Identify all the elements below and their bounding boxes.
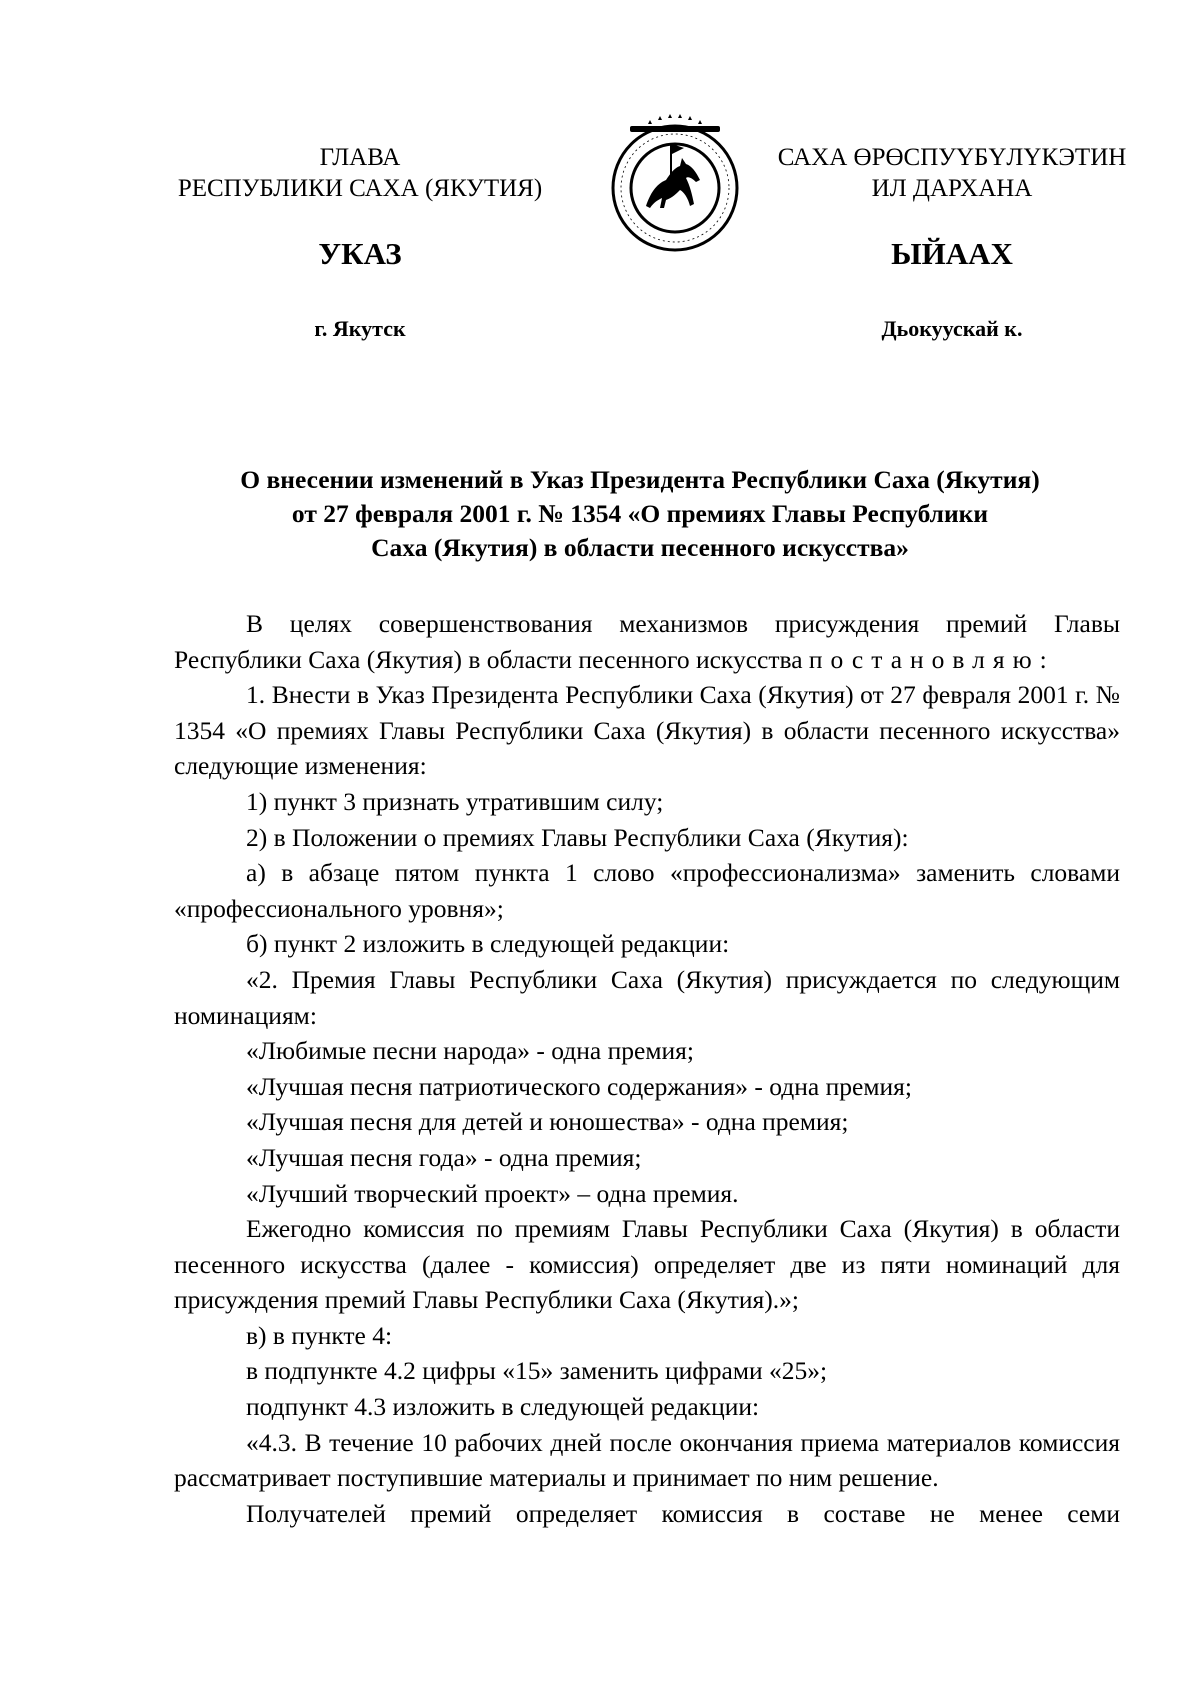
header-left-line2: РЕСПУБЛИКИ САХА (ЯКУТИЯ) [177,175,543,202]
coat-of-arms-icon [600,108,750,258]
city-right: Дьокуускай к. [881,316,1023,341]
paragraph-13: в) в пункте 4: [246,1320,393,1350]
header-right-line1: САХА ӨРӨСПУҮБҮЛҮКЭТИН [777,144,1127,171]
paragraph-7: «Любимые песни народа» - одна премия; [246,1036,694,1066]
paragraph-17: Получателей премий определяет комиссия в составе не менее семи [246,1498,1120,1528]
paragraph-15: подпункт 4.3 изложить в следующей редакции: [246,1392,760,1422]
header-right-line2: ИЛ ДАРХАНА [871,175,1033,202]
paragraph-4: а) в абзаце пятом пункта 1 слово «профессионализма» заменить словами «профессионального уровня»; [174,858,1120,923]
title-line3: Саха (Якутия) в области песенного искусства» [371,533,909,562]
header-left [160,142,560,204]
paragraph-8: «Лучшая песня патриотического содержания» - одна премия; [246,1071,912,1101]
paragraph-14: в подпункте 4.2 цифры «15» заменить цифрами «25»; [246,1356,828,1386]
paragraph-6: «2. Премия Главы Республики Саха (Якутия) присуждается по следующим номинациям: [174,964,1120,1030]
paragraph-5: б) пункт 2 изложить в следующей редакции: [246,929,730,959]
document-body [174,606,1120,1531]
header-left-line1: ГЛАВА [319,144,401,171]
paragraph-16: «4.3. В течение 10 рабочих дней после окончания приема материалов комиссия рассматривает поступившие материалы и принимает по ним решение. [174,1427,1120,1493]
paragraph-10: «Лучшая песня года» - одна премия; [246,1142,642,1172]
title-line2: от 27 февраля 2001 г. № 1354 «О премиях Главы Республики [291,499,989,528]
paragraph-2: 1) пункт 3 признать утратившим силу; [246,786,664,816]
paragraph-9: «Лучшая песня для детей и юношества» - одна премия; [246,1107,849,1137]
city-left: г. Якутск [314,316,406,341]
decree-word: постановляю: [808,644,1055,674]
paragraph-11: «Лучший творческий проект» – одна премия. [246,1178,739,1208]
doc-type-right: ЫЙААХ [891,236,1013,271]
doc-type-left: УКАЗ [318,236,402,271]
intro-text: В целях совершенствования механизмов присуждения премий Главы Республики Саха (Якутия) в области песенного искусства [174,609,1120,674]
paragraph-intro [174,606,1120,677]
document-title [160,463,1120,565]
paragraph-12: Ежегодно комиссия по премиям Главы Республики Саха (Якутия) в области песенного искусства (далее - комиссия) определяет две из пяти номинаций для присуждения премий Главы Республики Саха (Якутия).»; [174,1214,1120,1315]
paragraph-1: 1. Внести в Указ Президента Республики Саха (Якутия) от 27 февраля 2001 г. № 1354 «О премиях Главы Республики Саха (Якутия) в области песенного искусства» следующие изменения: [174,680,1120,781]
header-right [752,142,1152,204]
paragraph-3: 2) в Положении о премиях Главы Республики Саха (Якутия): [246,822,909,852]
title-line1: О внесении изменений в Указ Президента Республики Саха (Якутия) [240,465,1040,494]
